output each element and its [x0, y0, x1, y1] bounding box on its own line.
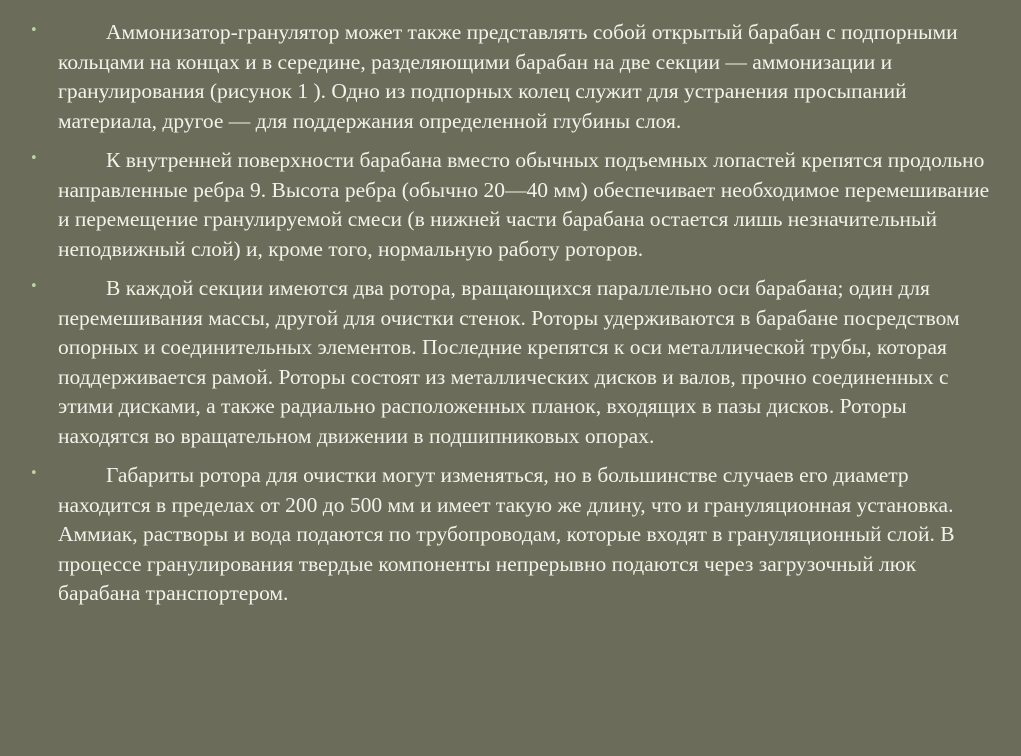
- bullet-item: [30, 461, 990, 609]
- paragraph-text: Габариты ротора для очистки могут изменяться, но в большинстве случаев его диаметр находится в пределах от 200 до 500 мм и имеет такую же длину, что и грануляционная установка. Аммиак, растворы и вода подаются по трубопроводам, которые входят в грануляционный слой. В процессе гранулирования твердые компоненты непрерывно подаются через загрузочный люк барабана транспортером.: [58, 463, 955, 605]
- paragraph-text: К внутренней поверхности барабана вместо обычных подъемных лопастей крепятся продольно направленные ребра 9. Высота ребра (обычно 20—40 мм) обеспечивает необходимое перемешивание и перемещение гранулируемой смеси (в нижней части барабана остается лишь незначительный неподвижный слой) и, кроме того, нормальную работу роторов.: [58, 148, 990, 261]
- slide-content: [30, 18, 990, 619]
- bullet-item: [30, 18, 990, 136]
- bullet-dot-icon: •: [30, 466, 38, 481]
- bullet-dot-icon: •: [30, 23, 38, 38]
- bullet-item: [30, 274, 990, 451]
- bullet-item: [30, 146, 990, 264]
- bullet-dot-icon: •: [30, 279, 38, 294]
- paragraph-text: Аммонизатор-гранулятор может также представлять собой открытый барабан с подпорными кольцами на концах и в середине, разделяющими барабан на две секции — аммонизации и гранулирования (рисунок 1 ). Одно из подпорных колец служит для устранения просыпаний материала, другое — для поддержания определенной глубины слоя.: [58, 20, 958, 133]
- bullet-dot-icon: •: [30, 151, 38, 166]
- paragraph-text: В каждой секции имеются два ротора, вращающихся параллельно оси барабана; один для перемешивания массы, другой для очистки стенок. Роторы удерживаются в барабане посредством опорных и соединительных элементов. Последние крепятся к оси металлической трубы, которая поддерживается рамой. Роторы состоят из металлических дисков и валов, прочно соединенных с этими дисками, а также радиально расположенных планок, входящих в пазы дисков. Роторы находятся во вращательном движении в подшипниковых опорах.: [58, 276, 960, 448]
